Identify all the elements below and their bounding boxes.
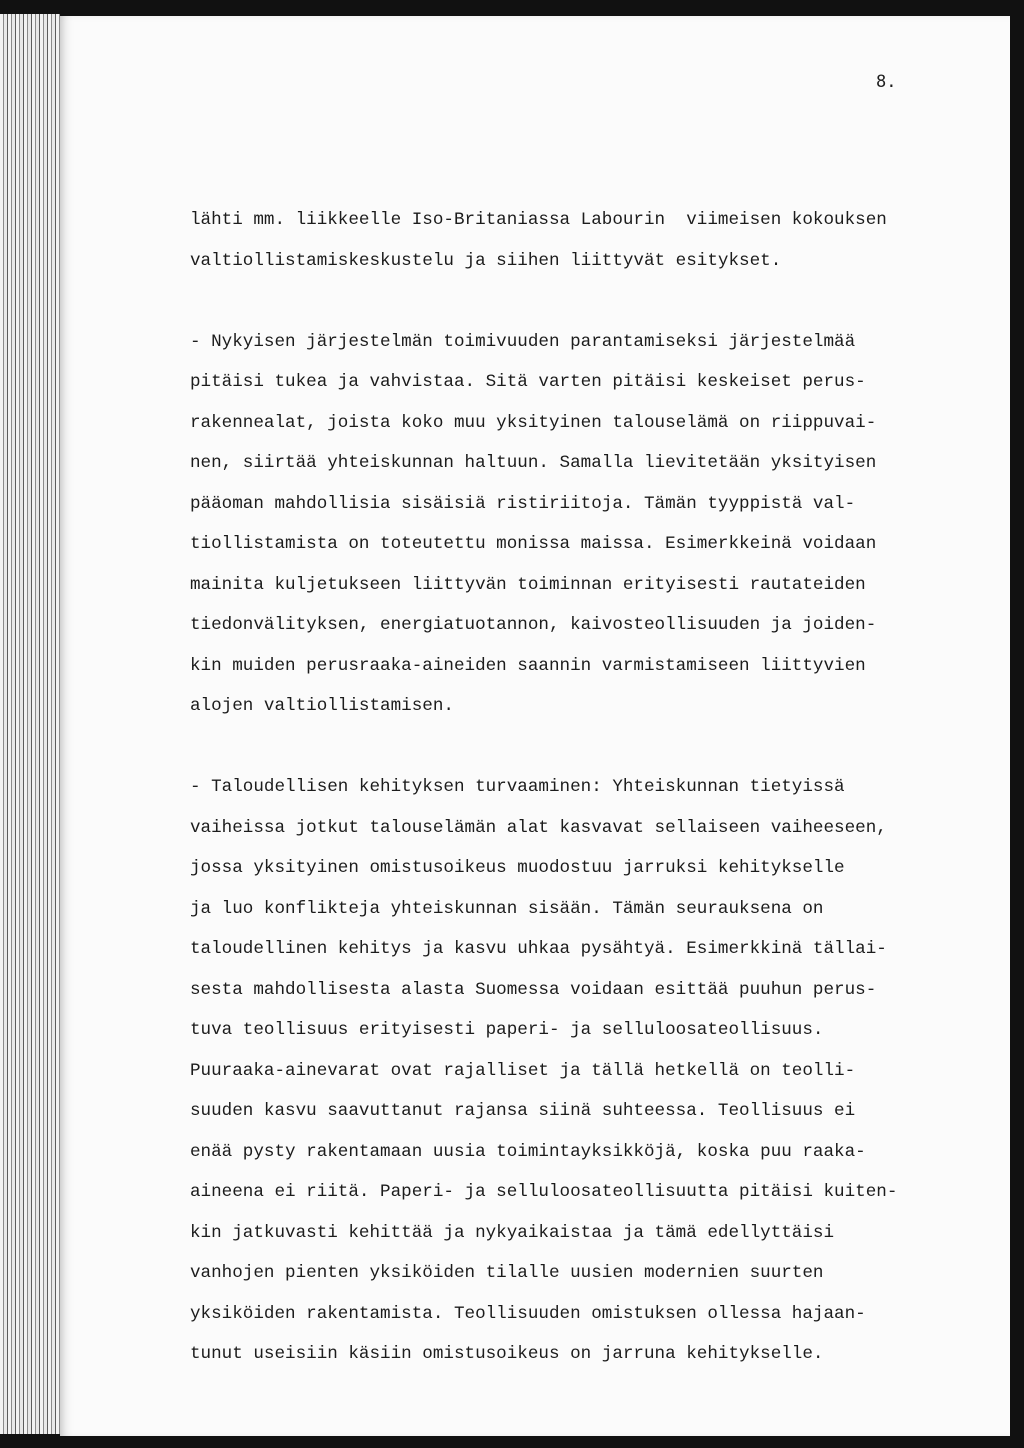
paragraph — [190, 322, 970, 727]
text-line: rakennealat, joista koko muu yksityinen talouselämä on riippuvai- — [190, 412, 877, 433]
text-line: tiollistamista on toteutettu monissa maissa. Esimerkkeinä voidaan — [190, 534, 877, 554]
paragraph — [190, 200, 970, 281]
page-number: 8. — [876, 72, 897, 92]
text-line: yksiköiden rakentamista. Teollisuuden omistuksen ollessa hajaan- — [190, 1303, 866, 1324]
text-line: enää pysty rakentamaan uusia toimintayksikköjä, koska puu raaka- — [190, 1141, 866, 1162]
text-line: - Nykyisen järjestelmän toimivuuden parantamiseksi järjestelmää — [190, 331, 856, 352]
text-line: nen, siirtää yhteiskunnan haltuun. Samalla lievitetään yksityisen — [190, 453, 877, 473]
body-text — [190, 200, 970, 1415]
text-line: suuden kasvu saavuttanut rajansa siinä suhteessa. Teollisuus ei — [190, 1101, 856, 1121]
text-line: pitäisi tukea ja vahvistaa. Sitä varten pitäisi keskeiset perus- — [190, 372, 866, 392]
text-line: vanhojen pienten yksiköiden tilalle uusien modernien suurten — [190, 1263, 824, 1283]
text-line: tiedonvälityksen, energiatuotannon, kaivosteollisuuden ja joiden- — [190, 615, 877, 635]
text-line: vaiheissa jotkut talouselämän alat kasvavat sellaiseen vaiheeseen, — [190, 817, 887, 838]
text-line: mainita kuljetukseen liittyvän toiminnan erityisesti rautateiden — [190, 574, 866, 595]
text-line: kin muiden perusraaka-aineiden saannin varmistamiseen liittyvien — [190, 655, 866, 676]
text-line: aineena ei riitä. Paperi- ja selluloosateollisuutta pitäisi kuiten- — [190, 1182, 898, 1202]
text-line: pääoman mahdollisia sisäisiä ristiriitoja. Tämän tyyppistä val- — [190, 493, 856, 514]
text-line: valtiollistamiskeskustelu ja siihen liittyvät esitykset. — [190, 250, 782, 271]
text-line: sesta mahdollisesta alasta Suomessa voidaan esittää puuhun perus- — [190, 979, 877, 1000]
text-line: ja luo konflikteja yhteiskunnan sisään. Tämän seurauksena on — [190, 898, 824, 919]
page-stack-edges — [0, 14, 60, 1434]
text-line: - Taloudellisen kehityksen turvaaminen: Yhteiskunnan tietyissä — [190, 777, 845, 797]
paragraph — [190, 767, 970, 1375]
text-line: tunut useisiin käsiin omistusoikeus on jarruna kehitykselle. — [190, 1344, 824, 1364]
text-line: lähti mm. liikkeelle Iso-Britaniassa Labourin viimeisen kokouksen — [190, 210, 887, 230]
text-line: jossa yksityinen omistusoikeus muodostuu jarruksi kehitykselle — [190, 858, 845, 878]
text-line: tuva teollisuus erityisesti paperi- ja selluloosateollisuus. — [190, 1020, 824, 1040]
text-line: alojen valtiollistamisen. — [190, 696, 454, 716]
text-line: taloudellinen kehitys ja kasvu uhkaa pysähtyä. Esimerkkinä tällai- — [190, 939, 887, 959]
text-line: Puuraaka-ainevarat ovat rajalliset ja tällä hetkellä on teolli- — [190, 1060, 856, 1081]
text-line: kin jatkuvasti kehittää ja nykyaikaistaa ja tämä edellyttäisi — [190, 1222, 835, 1243]
